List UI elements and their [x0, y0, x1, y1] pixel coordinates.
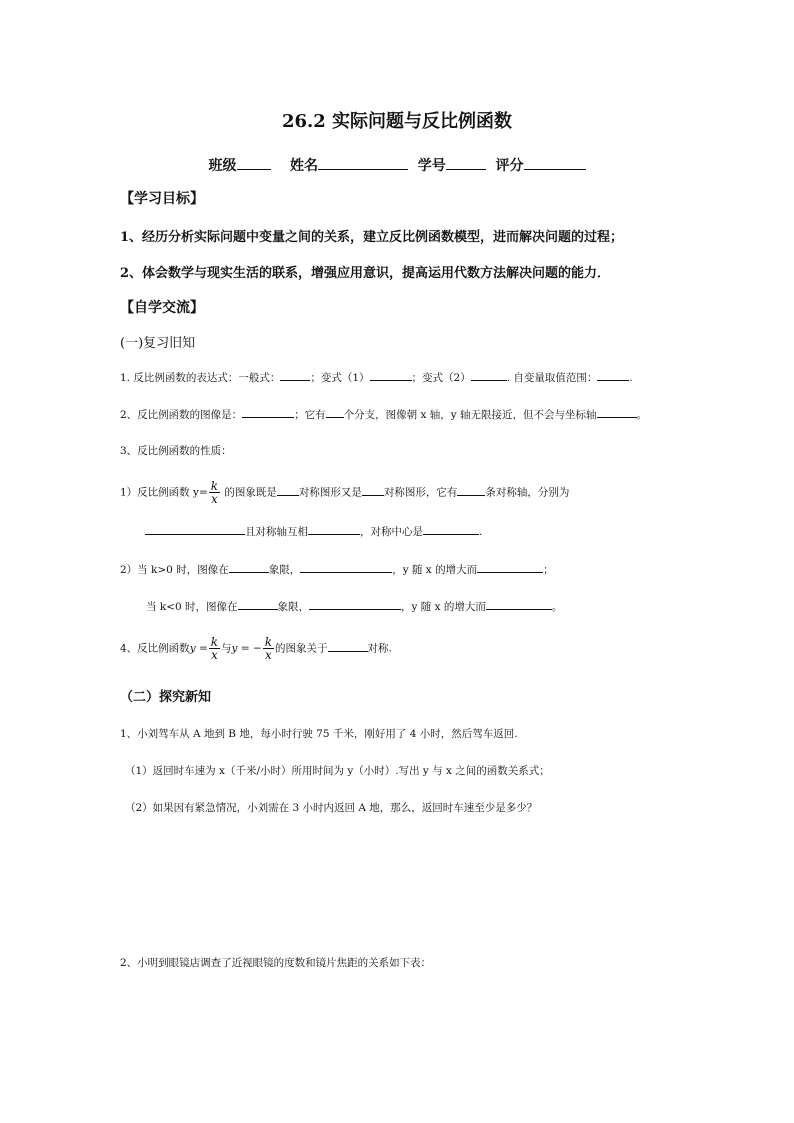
p1-text: 条对称轴，分别为 — [485, 486, 570, 499]
p3-text: 当 k<0 时，图像在 — [146, 601, 238, 613]
q4-text: 与 — [221, 642, 232, 655]
p1b-text: ，对称中心是 — [360, 526, 423, 538]
explore-question-1: 1、小刘驾车从 A 地到 B 地，每小时行驶 75 千米，刚好用了 4 小时，然后驾车返回. — [120, 728, 518, 740]
goal-item: 2、体会数学与现实生活的联系，增强应用意识，提高运用代数方法解决问题的能力． — [120, 266, 611, 281]
number-label: 学号 — [417, 158, 446, 174]
p2-blank-3[interactable] — [477, 560, 543, 573]
p1b-text: . — [479, 526, 483, 538]
review-question-3: 3、反比例函数的性质： — [120, 445, 232, 457]
q1-blank-4[interactable] — [597, 368, 629, 381]
property-3 — [146, 597, 562, 614]
p1-text: 对称图形，它有 — [383, 486, 458, 499]
p1-text: 的图象既是 — [221, 486, 277, 499]
review-header: (一)复习旧知 — [120, 336, 196, 351]
explore-question-2: 2、小明到眼镜店调查了近视眼镜的度数和镜片焦距的关系如下表： — [120, 957, 432, 969]
q1-text: ；变式（1） — [310, 372, 370, 384]
p1-text: 对称图形又是 — [298, 486, 362, 499]
review-question-4 — [120, 636, 392, 661]
goal-item: 1、经历分析实际问题中变量之间的关系，建立反比例函数模型，进而解决问题的过程； — [120, 230, 624, 245]
q2-text: 2、反比例函数的图像是： — [120, 409, 243, 421]
q4-expression: y = − — [231, 642, 262, 655]
p1b-blank-1[interactable] — [145, 522, 245, 535]
name-blank[interactable] — [318, 157, 408, 170]
p3-text: 象限， — [277, 601, 310, 613]
explore-question-1-part-1: （1）返回时车速为 x（千米/小时）所用时间为 y（小时）.写出 y 与 x 之间的函数关系式； — [125, 765, 550, 777]
name-label: 姓名 — [290, 158, 318, 174]
fraction-k-over-x — [209, 480, 220, 505]
q1-blank-3[interactable] — [471, 368, 507, 381]
q4-text: 4、反比例函数 — [120, 642, 190, 655]
p1-blank-3[interactable] — [457, 483, 485, 496]
q1-text: 1. 反比例函数的表达式：一般式： — [120, 372, 281, 384]
fraction-numerator: k — [210, 635, 219, 649]
q4-expression: y = — [189, 642, 208, 655]
class-blank[interactable] — [237, 157, 271, 170]
p2-text: ； — [543, 564, 554, 576]
review-question-1 — [120, 368, 633, 385]
p1-text: 1）反比例函数 y= — [120, 486, 208, 499]
p1b-blank-2[interactable] — [308, 522, 360, 535]
q2-text: 。 — [636, 409, 648, 421]
review-question-2 — [120, 405, 647, 422]
fraction-denominator: x — [211, 492, 218, 506]
p1-blank-2[interactable] — [362, 483, 384, 496]
q4-text: 对称. — [367, 642, 392, 655]
q1-blank-1[interactable] — [280, 368, 310, 381]
fraction-k-over-x — [209, 636, 220, 661]
page-title: 26.2 实际问题与反比例函数 — [281, 111, 513, 132]
p2-text: 象限， — [268, 564, 301, 576]
fraction-denominator: x — [265, 648, 272, 662]
q1-text: . — [629, 372, 633, 384]
p2-text: 2）当 k>0 时，图像在 — [120, 564, 229, 576]
p2-text: ，y 随 x 的增大而 — [392, 564, 478, 576]
self-study-header: 【自学交流】 — [120, 300, 204, 316]
p1-blank-1[interactable] — [277, 483, 299, 496]
explore-question-1-part-2: （2）如果因有紧急情况，小刘需在 3 小时内返回 A 地，那么，返回时车速至少是多少？ — [125, 802, 538, 814]
p3-text: 。 — [551, 601, 563, 613]
number-blank[interactable] — [446, 157, 486, 170]
q4-blank[interactable] — [328, 639, 368, 652]
property-1-continued — [145, 522, 482, 539]
score-label: 评分 — [495, 158, 524, 174]
q2-blank-2[interactable] — [326, 405, 344, 418]
q2-text: ；它有 — [294, 409, 326, 421]
goals-header: 【学习目标】 — [120, 191, 204, 207]
p3-blank-2[interactable] — [309, 597, 401, 610]
property-2 — [120, 560, 554, 577]
q1-text: . 自变量取值范围： — [506, 372, 598, 384]
q2-blank-3[interactable] — [597, 405, 637, 418]
p1b-blank-3[interactable] — [423, 522, 479, 535]
score-blank[interactable] — [524, 157, 586, 170]
q1-blank-2[interactable] — [370, 368, 412, 381]
fraction-numerator: k — [264, 635, 273, 649]
p3-text: ，y 随 x 的增大而 — [401, 601, 486, 613]
p2-blank-2[interactable] — [300, 560, 392, 573]
p1b-text: 且对称轴互相 — [245, 526, 308, 538]
fraction-k-over-x — [263, 636, 274, 661]
q1-text: ；变式（2） — [411, 372, 471, 384]
p3-blank-1[interactable] — [238, 597, 278, 610]
class-label: 班级 — [208, 158, 237, 174]
q4-text: 的图象关于 — [275, 642, 328, 655]
property-1 — [120, 480, 569, 505]
q2-blank-1[interactable] — [242, 405, 294, 418]
fraction-denominator: x — [211, 648, 218, 662]
fraction-numerator: k — [210, 479, 219, 493]
p3-blank-3[interactable] — [486, 597, 552, 610]
explore-header: （二）探究新知 — [120, 690, 212, 705]
q2-text: 个分支，图像朝 x 轴，y 轴无限接近，但不会与坐标轴 — [343, 409, 597, 421]
student-info-line — [0, 155, 794, 175]
p2-blank-1[interactable] — [229, 560, 269, 573]
